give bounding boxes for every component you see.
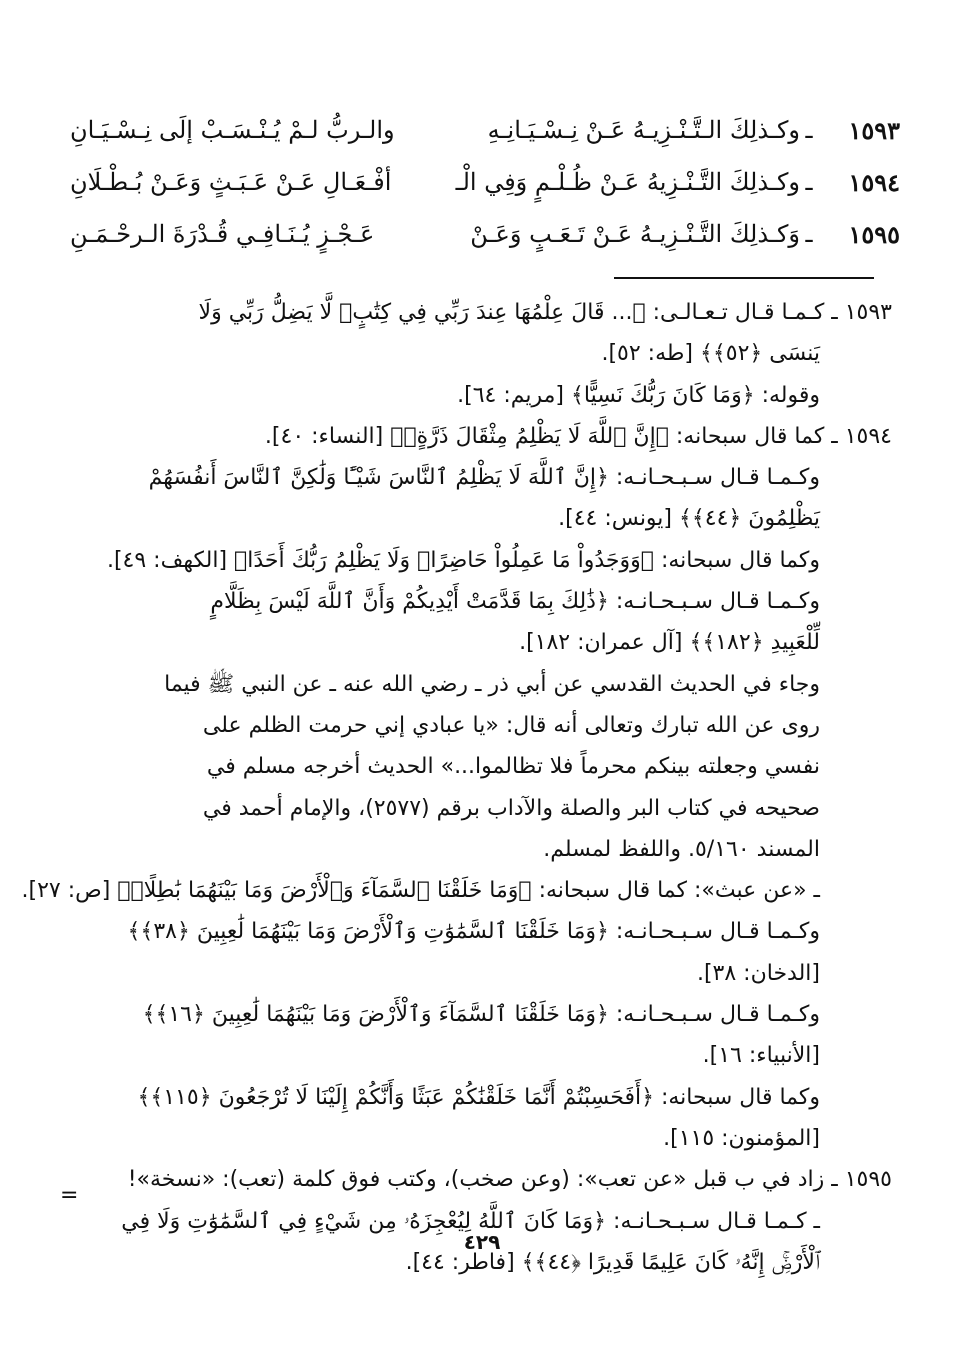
footnote-line: [الأنبياء: ١٦]. [702,1043,820,1069]
poem-verses [70,104,900,260]
footnote-line: وجاء في الحديث القدسي عن أبي ذر ـ رضي الله عنه ـ عن النبي ﷺ فيما [164,671,820,697]
verse-dash: ـ [805,116,813,144]
footnote-line: يَنسَى ﴿٥٢﴾﴾ [طه: ٥٢]. [601,341,820,367]
verse-number: ١٥٩٣ [848,115,900,145]
footnote-line: وكـمـا قـال سـبـحـانـه: ﴿ذَٰلِكَ بِمَا قَدَّمَتْ أَيْدِيكُمْ وَأَنَّ ٱللَّهَ لَيْسَ بِظَلَّامٍ [210,589,820,615]
verse-line [70,156,900,208]
footnote-line: ١٥٩٤ ـ كما قال سبحانه: ﴿إِنَّ ٱللَّهَ لَا يَظْلِمُ مِثْقَالَ ذَرَّةٍۖ﴾ [النساء: ٤٠]. [264,423,892,449]
footnote-line: ٱلْأَرْضِۚ إِنَّهُۥ كَانَ عَلِيمًا قَدِيرًا ﴿٤٤﴾﴾ [فاطر: ٤٤]. [405,1249,820,1275]
verse-second-hemistich: عَـجْـزٍ يُـنَـافِـي قُـدْرَةَ الـرحْـمَـنِ [70,220,375,248]
footnote-line: ـ كـمـا قـال سـبـحـانـه: ﴿وَمَا كَانَ ٱللَّهُ لِيُعْجِزَهُۥ مِن شَيْءٍ فِي ٱلسَّمَٰوَٰتِ وَلَا فِي [121,1208,820,1234]
footnote-line: وكـمـا قـال سـبـحـانـه: ﴿وَمَا خَلَقْنَا ٱلسَّمَٰوَٰتِ وَٱلْأَرْضَ وَمَا بَيْنَهُمَا لَٰعِبِينَ ﴿٣٨﴾﴾ [127,919,820,945]
verse-first-hemistich: وَكـذلِكَ التَّـنْـزِيـهُ عَـنْ تَـعَـبٍ وَعَـنْ [470,220,800,248]
verse-first-hemistich: وكـذلِكَ الـتَّـنْـزِيـهُ عَـنْ نِـسْـيَـانِـهِ [487,116,800,144]
footnote-line: ـ «عن عبث»: كما قال سبحانه: ﴿وَمَا خَلَقْنَا ٱلسَّمَآءَ وَٱلْأَرْضَ وَمَا بَيْنَهُمَا بَٰطِلًاۚ﴾ [ص: ٢٧]. [21,878,820,904]
footnote-line: وكما قال سبحانه: ﴿وَوَجَدُواْ مَا عَمِلُواْ حَاضِرًاۗ وَلَا يَظْلِمُ رَبُّكَ أَحَدًا﴾ [الكهف: ٤٩]. [106,547,820,573]
verse-second-hemistich: أفْـعَـالِ عَـنْ عَـبَـثٍ وَعَـنْ بُـطْـلَانِ [70,168,392,196]
verse-number: ١٥٩٥ [848,219,900,249]
verse-dash: ـ [805,168,813,196]
continuation-mark: = [60,1183,79,1208]
footnote-separator [614,277,874,279]
footnote-line: [الدخان: ٣٨]. [696,960,820,986]
verse-dash: ـ [805,220,813,248]
footnote-line: لِّلْعَبِيدِ ﴿١٨٢﴾﴾ [آل عمران: ١٨٢]. [519,630,820,656]
footnote-line: صحيحه في كتاب البر والصلة والآداب برقم (٢٥٧٧)، والإمام أحمد في [202,795,820,821]
verse-line [70,208,900,260]
verse-second-hemistich: والـربُّ لـمْ يُـنْـسَـبْ إلَى نِـسْـيَـانِ [70,116,395,144]
footnote-line: نفسي وجعلته بينكم محرماً فلا تظالموا...» الحديث أخرجه مسلم في [206,754,820,780]
footnote-line: وكـمـا قـال سـبـحـانـه: ﴿وَمَا خَلَقْنَا ٱلسَّمَآءَ وَٱلْأَرْضَ وَمَا بَيْنَهُمَا لَٰعِبِينَ ﴿١٦﴾﴾ [142,1002,820,1028]
footnote-line: [المؤمنون: ١١٥]. [663,1125,820,1151]
verse-number: ١٥٩٤ [848,167,900,197]
footnotes [21,292,892,1283]
footnote-line: وكـمـا قـال سـبـحـانـه: ﴿إِنَّ ٱللَّهَ لَا يَظْلِمُ ٱلنَّاسَ شَيْـًٔا وَلَٰكِنَّ ٱلنَّاسَ أَنفُسَهُمْ [148,465,820,491]
footnote-line: ١٥٩٥ ـ زاد في ب قبل «عن تعب»: (وعن صخب)، وكتب فوق كلمة (تعب): «نسخة»! [127,1167,892,1193]
footnote-line: المسند ٥/١٦٠. واللفظ لمسلم. [543,836,820,862]
verse-line [70,104,900,156]
footnote-line: وكما قال سبحانه: ﴿أَفَحَسِبْتُمْ أَنَّمَا خَلَقْنَٰكُمْ عَبَثًا وَأَنَّكُمْ إِلَيْنَا لَا تُرْجَعُونَ ﴿١١٥﴾﴾ [137,1084,820,1110]
verse-first-hemistich: وكـذلِكَ التَّـنْـزِيهُ عَـنْ ظُـلْـمٍ وَفِي الْـ [455,168,800,196]
footnote-line: ١٥٩٣ ـ كـمـا قـال تـعـالـى: ﴿... قَالَ عِلْمُهَا عِندَ رَبِّي فِي كِتَٰبٍۖ لَّا يَضِلُّ رَبِّي وَلَا [198,300,892,325]
footnote-line: يَظْلِمُونَ ﴿٤٤﴾﴾ [يونس: ٤٤]. [558,506,820,532]
footnote-line: وقوله: ﴿وَمَا كَانَ رَبُّكَ نَسِيًّا﴾ [مريم: ٦٤]. [457,382,820,408]
footnote-line: روى عن الله تبارك وتعالى أنه قال: «يا عبادي إني حرمت الظلم على [202,712,820,738]
page-number: ٤٢٩ [463,1230,501,1254]
